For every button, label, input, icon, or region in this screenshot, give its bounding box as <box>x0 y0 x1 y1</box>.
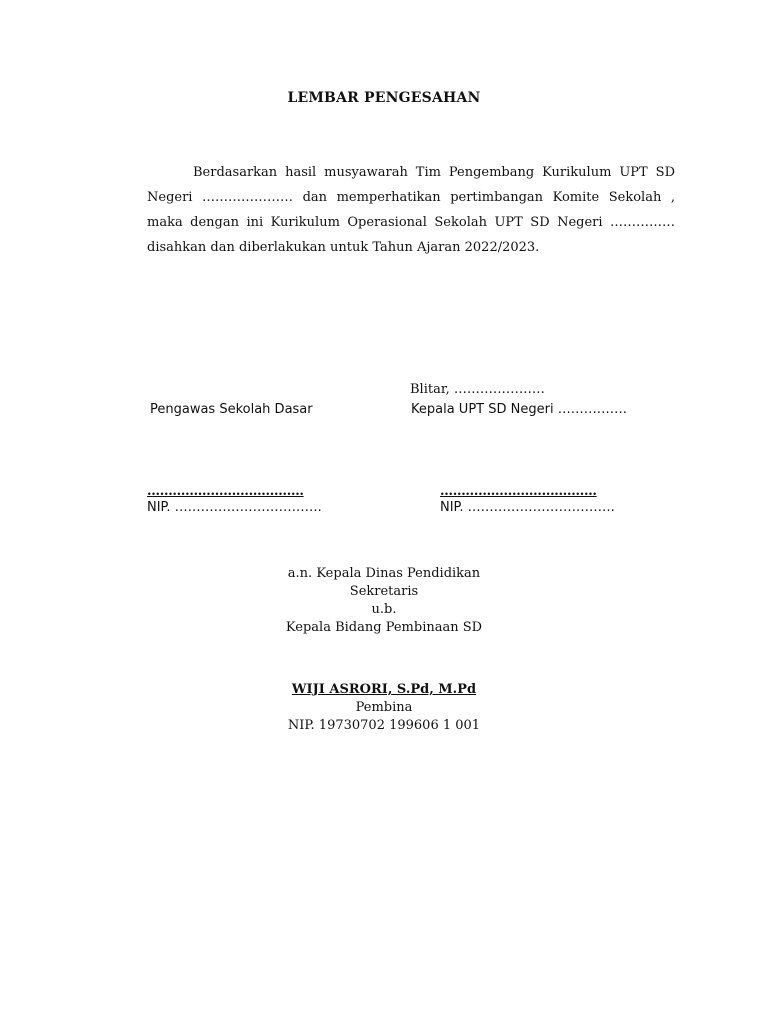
left-signatory-name: ………………………………. <box>147 484 304 499</box>
official-nip: NIP. 19730702 199606 1 001 <box>287 718 481 733</box>
authority-line-1: a.n. Kepala Dinas Pendidikan <box>287 566 481 581</box>
left-signatory-nip: NIP. ……………………………. <box>147 500 322 515</box>
right-signatory-role: Kepala UPT SD Negeri ……………. <box>411 402 627 417</box>
official-signature-block <box>0 681 768 735</box>
approval-paragraph <box>147 160 675 260</box>
authority-line-4: Kepala Bidang Pembinaan SD <box>285 620 483 635</box>
place-date: Blitar, ………………… <box>410 382 545 397</box>
right-signatory-nip: NIP. ……………………………. <box>440 500 615 515</box>
approval-authority-block <box>0 565 768 637</box>
document-title: LEMBAR PENGESAHAN <box>287 90 481 106</box>
right-signatory-name: ………………………………. <box>440 484 597 499</box>
official-name: WIJI ASRORI, S.Pd, M.Pd <box>291 682 477 697</box>
authority-line-3: u.b. <box>371 602 397 617</box>
authority-line-2: Sekretaris <box>349 584 419 599</box>
approval-paragraph-text: Berdasarkan hasil musyawarah Tim Pengembang Kurikulum UPT SD Negeri ………………… dan memperhatikan pertimbangan Komite Sekolah , maka dengan ini Kurikulum Operasional Sekolah UPT SD Negeri …………… disahkan dan diberlakukan untuk Tahun Ajaran 2022/2023. <box>147 165 675 255</box>
official-rank: Pembina <box>355 700 413 715</box>
left-signatory-role: Pengawas Sekolah Dasar <box>150 402 313 417</box>
